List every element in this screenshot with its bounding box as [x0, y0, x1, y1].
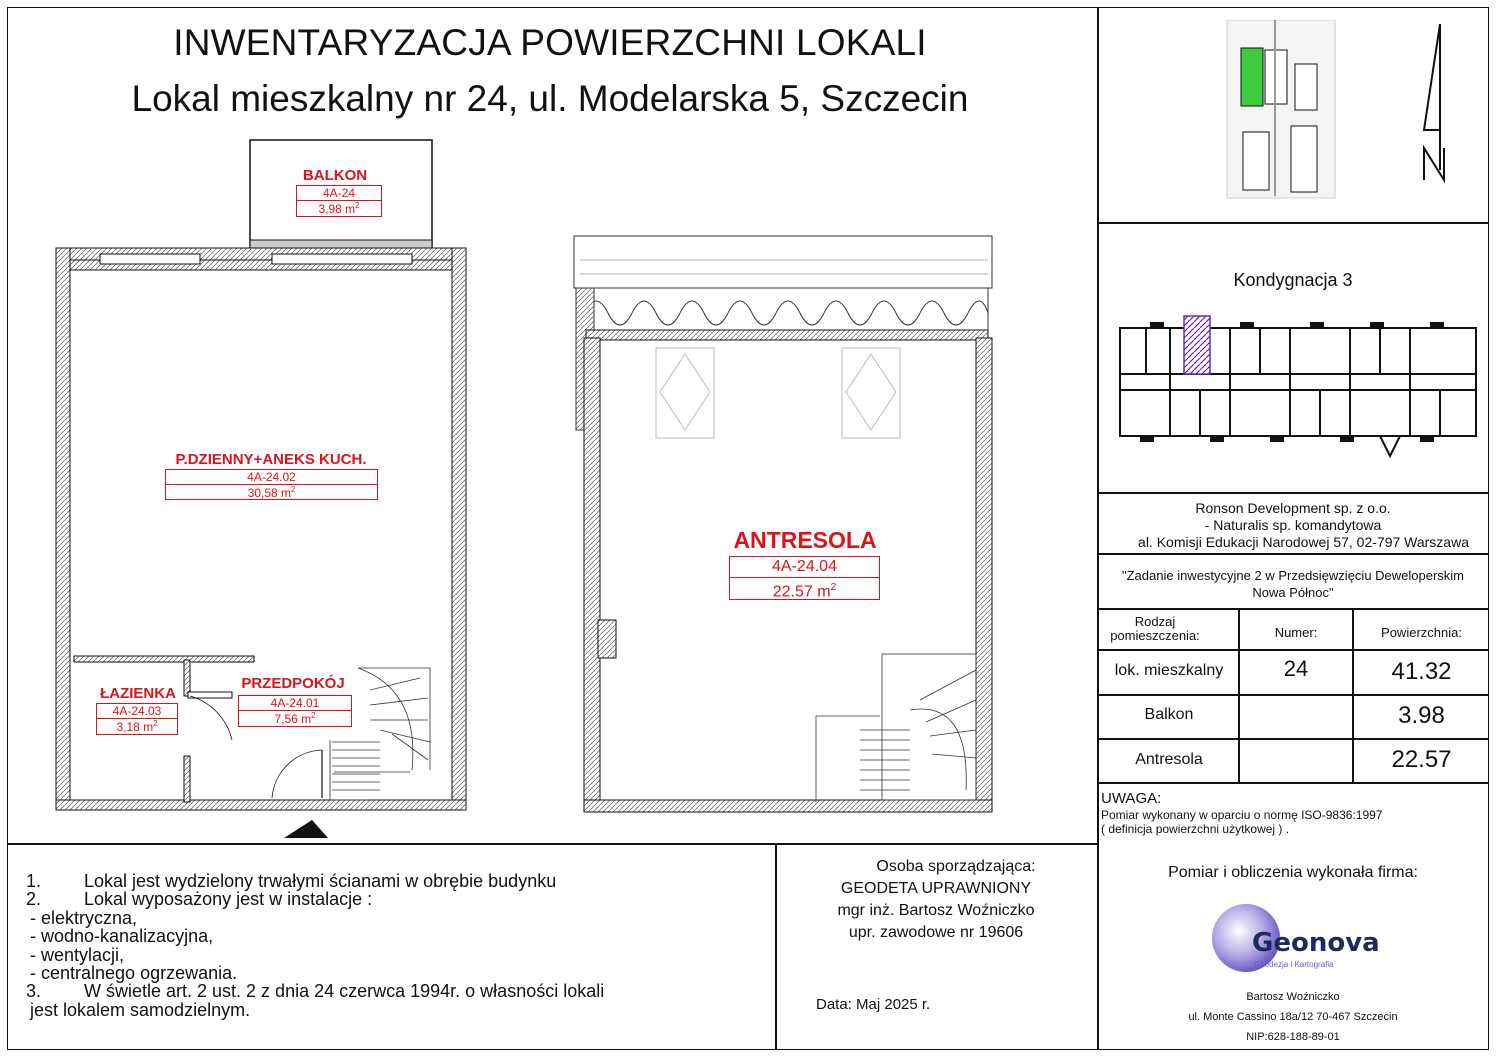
logo-text: Geonova	[1252, 928, 1380, 958]
uwaga-title: UWAGA:	[1101, 790, 1162, 807]
table-row-number: 24	[1283, 656, 1309, 681]
room-area-unit-sup: 2	[291, 485, 296, 494]
room-name-balkon: BALKON	[302, 167, 368, 184]
surveyor-license: upr. zawodowe nr 19606	[848, 924, 1024, 941]
table-row-divider	[1097, 694, 1489, 696]
uwaga-line1: Pomiar wykonany w oparciu o normę ISO-9836:1997	[1101, 808, 1383, 822]
developer-name: Ronson Development sp. z o.o.	[1195, 500, 1391, 516]
note-item: - centralnego ogrzewania.	[30, 963, 238, 984]
table-header-area: Powierzchnia:	[1381, 625, 1462, 640]
developer-info	[1097, 500, 1489, 551]
note-item: - wentylacji,	[30, 944, 125, 965]
note-item: 3. W świetle art. 2 ust. 2 z dnia 24 czerwca 1994r. o własności lokali	[26, 981, 605, 1002]
room-name-przedpokoj: PRZEDPOKÓJ	[241, 675, 345, 692]
room-box-przedpokoj	[238, 695, 352, 727]
developer-address: al. Komisji Edukacji Narodowej 57, 02-797 Warszawa	[1138, 534, 1469, 550]
surveyor-heading: Osoba sporządzająca:	[876, 858, 1036, 875]
note-item: 2. Lokal wyposażony jest w instalacje :	[26, 889, 373, 910]
company-address: ul. Monte Cassino 18a/12 70-467 Szczecin	[1188, 1011, 1398, 1023]
room-area-antresola: 22.57 m	[772, 583, 831, 601]
note-item: 1. Lokal jest wydzielony trwałymi ścianami w obrębie budynku	[26, 871, 557, 891]
table-row-area: 41.32	[1391, 658, 1452, 685]
note-item: - wodno-kanalizacyjna,	[30, 926, 214, 947]
company-owner: Bartosz Woźniczko	[1246, 991, 1340, 1003]
divider	[1097, 608, 1489, 610]
divider	[1097, 222, 1489, 224]
room-code-antresola: 4A-24.04	[730, 557, 879, 578]
room-area-unit-sup: 2	[311, 711, 316, 720]
room-area-unit-sup: 2	[355, 201, 360, 210]
room-area-unit-sup: 2	[830, 582, 837, 593]
floor-plan-mezzanine	[570, 230, 1000, 815]
company-nip: NIP:628-188-89-01	[1246, 1031, 1340, 1043]
room-area-przedpokoj: 7,56 m	[274, 712, 312, 726]
room-name-lazienka: ŁAZIENKA	[100, 685, 176, 702]
room-code-balkon: 4A-24	[297, 186, 381, 201]
room-code-lazienka: 4A-24.03	[97, 704, 177, 719]
table-row-divider	[1097, 782, 1489, 784]
note-item: jest lokalem samodzielnym.	[30, 999, 251, 1020]
floor-key-plan	[1110, 310, 1482, 460]
north-arrow-icon	[1410, 20, 1460, 190]
room-code-przedpokoj: 4A-24.01	[239, 696, 351, 711]
table-row-type: Antresola	[1135, 751, 1203, 768]
room-name-dzienny: P.DZIENNY+ANEKS KUCH.	[175, 451, 367, 468]
bottom-panel-divider	[7, 843, 1097, 845]
uwaga-line2: ( definicja powierzchni użytkowej ) .	[1101, 822, 1290, 836]
site-location-map	[1225, 20, 1345, 200]
table-header-type: Rodzaj pomieszczenia:	[1110, 614, 1200, 643]
room-code-dzienny: 4A-24.02	[166, 470, 377, 485]
project-info	[1097, 567, 1489, 601]
document-subtitle: Lokal mieszkalny nr 24, ul. Modelarska 5, Szczecin	[131, 78, 969, 119]
room-box-lazienka	[96, 703, 178, 735]
room-box-antresola	[729, 556, 880, 600]
room-name-antresola: ANTRESOLA	[733, 527, 877, 553]
document-date: Data: Maj 2025 r.	[816, 996, 931, 1013]
divider	[1097, 553, 1489, 555]
floor-label: Kondygnacja 3	[1233, 270, 1353, 290]
table-row-area: 22.57	[1391, 746, 1452, 773]
uwaga-note	[1101, 808, 1382, 836]
room-area-dzienny: 30,58 m	[247, 486, 291, 500]
room-box-dzienny	[165, 469, 378, 500]
logo-subtext: Geodezja i Kartografia	[1254, 960, 1334, 969]
divider	[1097, 492, 1489, 494]
room-area-lazienka: 3,18 m	[116, 720, 154, 734]
table-row-area: 3.98	[1398, 702, 1445, 729]
table-row-type: lok. mieszkalny	[1114, 662, 1224, 679]
table-row-divider	[1097, 738, 1489, 740]
project-name-line1: "Zadanie inwestycyjne 2 w Przedsięwzięciu Deweloperskim	[1121, 568, 1465, 583]
table-row-divider	[1097, 649, 1489, 651]
company-details	[1097, 987, 1489, 1047]
document-title: INWENTARYZACJA POWIERZCHNI LOKALI	[173, 22, 927, 63]
note-item: - elektryczna,	[30, 907, 138, 928]
room-box-balkon	[296, 185, 382, 217]
surveyor-title: GEODETA UPRAWNIONY	[840, 880, 1032, 897]
surveyor-name: mgr inż. Bartosz Woźniczko	[837, 902, 1035, 919]
room-area-unit-sup: 2	[153, 719, 158, 728]
notes-list	[20, 872, 604, 1019]
table-header-number: Numer:	[1274, 625, 1318, 640]
surveyor-block	[776, 856, 1096, 944]
company-heading: Pomiar i obliczenia wykonała firma:	[1168, 864, 1418, 881]
project-name-line2: Nowa Północ"	[1252, 585, 1334, 600]
developer-partner: - Naturalis sp. komandytowa	[1204, 517, 1382, 533]
room-area-balkon: 3,98 m	[318, 202, 356, 216]
table-row-type: Balkon	[1144, 706, 1194, 723]
